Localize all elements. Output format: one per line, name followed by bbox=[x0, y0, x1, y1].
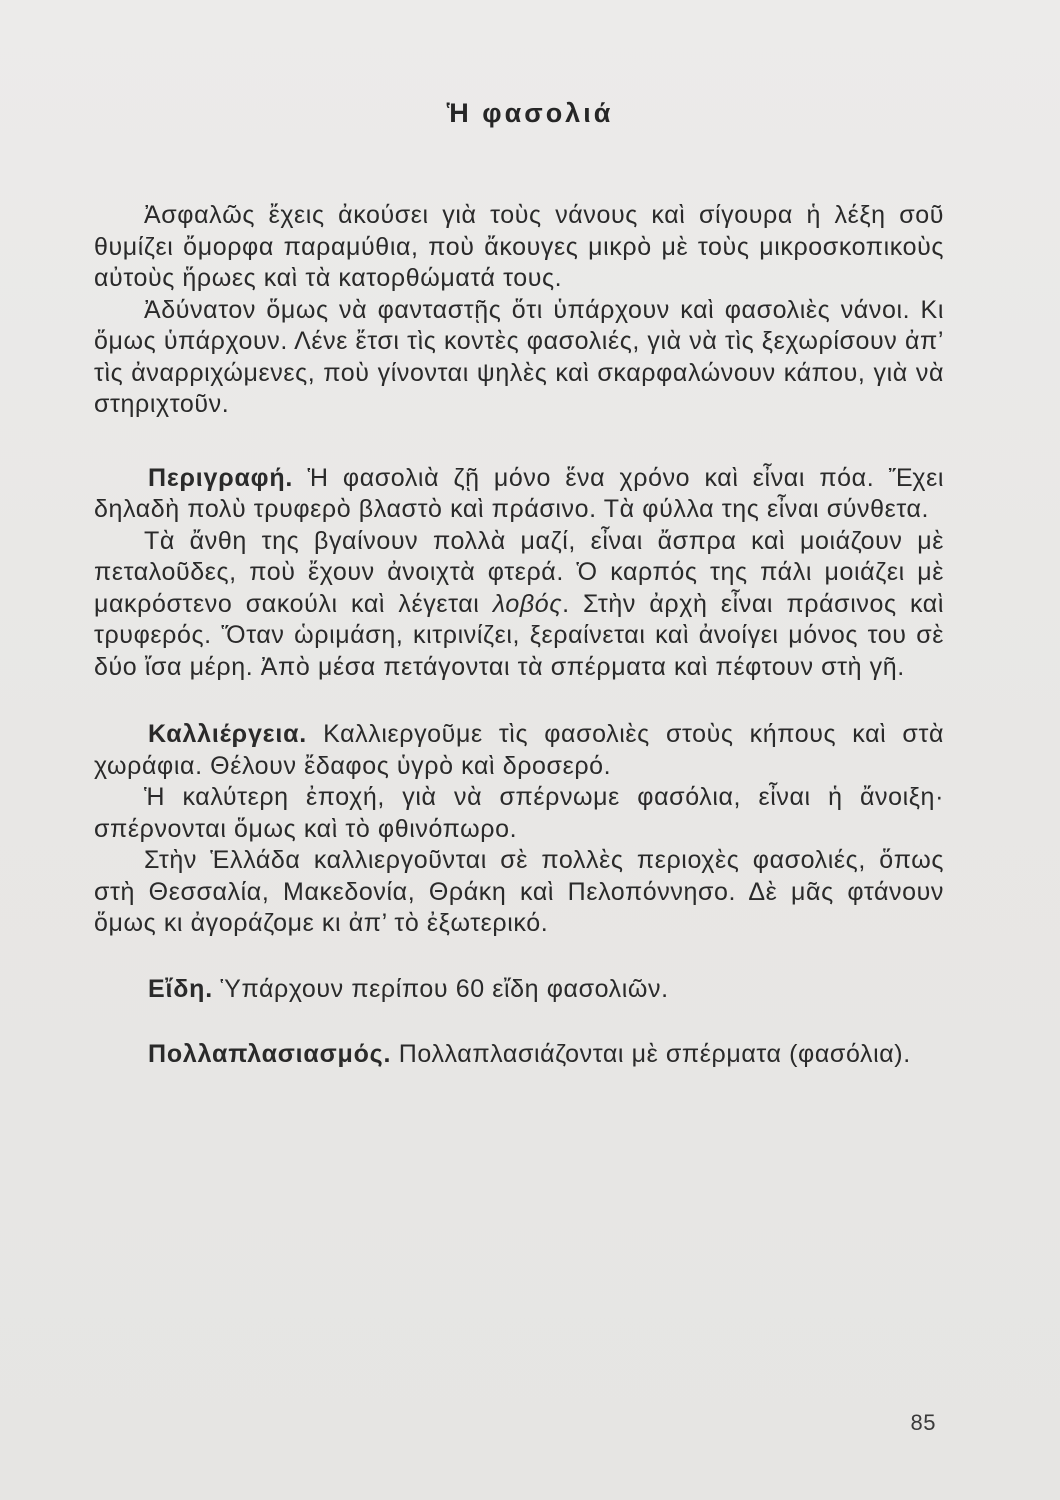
section-gap bbox=[94, 940, 944, 974]
species-heading: Εἴδη. bbox=[148, 974, 213, 1003]
section-gap bbox=[94, 1005, 944, 1039]
description-heading: Περιγραφή. bbox=[148, 463, 294, 492]
species-text: Ὑπάρχουν περίπου 60 εἴδη φασολιῶν. bbox=[220, 974, 669, 1003]
propagation-text: Πολλαπλασιάζονται μὲ σπέρματα (φασόλια). bbox=[398, 1040, 911, 1068]
cultivation-heading: Καλλιέργεια. bbox=[148, 720, 307, 748]
page-number: 85 bbox=[910, 1410, 936, 1435]
description-text-3: . Στὴν ἀρχὴ εἶναι πράσινος καὶ τρυφερός. Ὅταν ὡριμάση, κιτρινίζει, ξεραίνεται καὶ ἀνοίγει μόνος του σὲ δύο ἴσα μέρη. Ἀπὸ μέσα πετάγονται τὰ σπέρματα καὶ πέφτουν στὴ γῆ. bbox=[94, 589, 945, 681]
cultivation-text-1: Καλλιεργοῦμε τὶς φασολιὲς στοὺς κήπους καὶ στὰ χωράφια. Θέλουν ἔδαφος ὑγρὸ καὶ δροσερό. bbox=[94, 720, 944, 780]
description-italic-term: λοβός bbox=[492, 589, 563, 618]
description-paragraph-2 bbox=[94, 526, 944, 684]
species-section bbox=[94, 974, 944, 1006]
page-body bbox=[94, 200, 944, 1071]
propagation-section bbox=[94, 1039, 944, 1071]
description-section bbox=[94, 463, 944, 526]
description-text-2: Τὰ ἄνθη της βγαίνουν πολλὰ μαζί, εἶναι ἄσπρα καὶ μοιάζουν μὲ πεταλοῦδες, ποὺ ἔχουν ἀνοιχτὰ φτερά. Ὁ καρπός της πάλι μοιάζει μὲ μακρόστενο σακούλι καὶ λέγεται bbox=[94, 526, 944, 618]
cultivation-paragraph-2: Ἡ καλύτερη ἐποχή, γιὰ νὰ σπέρνωμε φασόλια, εἶναι ἡ ἄνοιξη· σπέρνονται ὅμως καὶ τὸ φθινόπωρο. bbox=[94, 783, 944, 843]
section-gap bbox=[94, 683, 944, 719]
propagation-heading: Πολλαπλασιασμός. bbox=[148, 1040, 392, 1068]
intro-paragraph-2: Ἀδύνατον ὅμως νὰ φανταστῇς ὅτι ὑπάρχουν καὶ φασολιὲς νάνοι. Κι ὅμως ὑπάρχουν. Λένε ἔτσι τὶς κοντὲς φασολιές, γιὰ νὰ τὶς ξεχωρίσουν ἀπ’ τὶς ἀναρριχώμενες, ποὺ γίνονται ψηλὲς καὶ σκαρφαλώνουν κάπου, γιὰ νὰ στηριχτοῦν. bbox=[94, 295, 944, 418]
cultivation-paragraph-3: Στὴν Ἑλλάδα καλλιεργοῦνται σὲ πολλὲς περιοχὲς φασολιές, ὅπως στὴ Θεσσαλία, Μακεδονία, Θράκη καὶ Πελοπόννησο. Δὲ μᾶς φτάνουν ὅμως κι ἀγοράζομε κι ἀπ’ τὸ ἐξωτερικό. bbox=[94, 846, 944, 937]
cultivation-section bbox=[94, 719, 944, 782]
intro-paragraph-1: Ἀσφαλῶς ἔχεις ἀκούσει γιὰ τοὺς νάνους καὶ σίγουρα ἡ λέξη σοῦ θυμίζει ὄμορφα παραμύθια, ποὺ ἄκουγες μικρὸ μὲ τοὺς μικροσκοπικοὺς αὐτοὺς ἥρωες καὶ τὰ κατορθώματά τους. bbox=[94, 201, 944, 292]
description-text-1: Ἡ φασολιὰ ζῇ μόνο ἕνα χρόνο καὶ εἶναι πόα. Ἔχει δηλαδὴ πολὺ τρυφερὸ βλαστὸ καὶ πράσινο. Τὰ φύλλα της εἶναι σύνθετα. bbox=[94, 463, 945, 523]
section-gap bbox=[94, 421, 944, 463]
page-title: Ἡ φασολιά bbox=[446, 98, 614, 128]
